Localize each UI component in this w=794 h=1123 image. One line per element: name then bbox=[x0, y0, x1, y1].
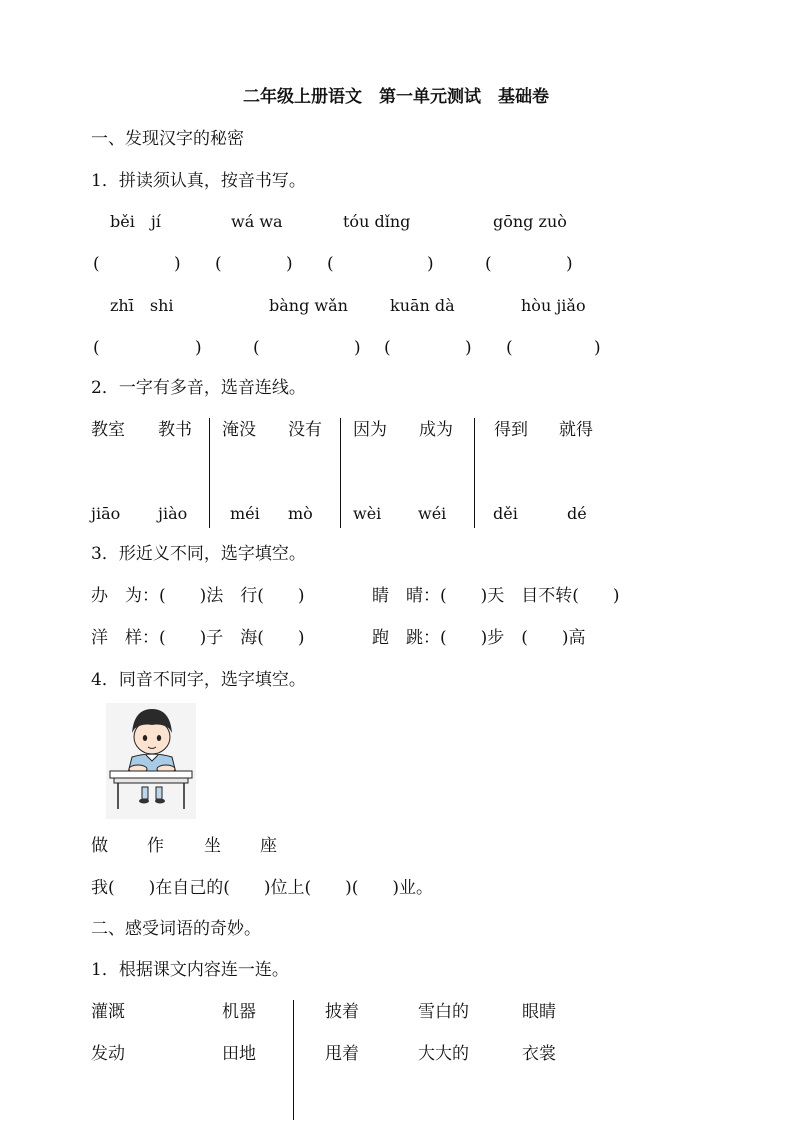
polyphone-pinyin: děi bbox=[493, 504, 518, 523]
fill-blank-item: 跑 跳：( )步 ( )高 bbox=[372, 628, 586, 648]
answer-close-paren: ) bbox=[354, 338, 361, 358]
question-label: 1．拼读须认真，按音书写。 bbox=[91, 171, 306, 191]
boy-at-desk-illustration bbox=[106, 703, 196, 819]
match-word: 灌溉 bbox=[91, 1002, 125, 1022]
fill-blank-item: 办 为：( )法 行( ) bbox=[91, 586, 305, 606]
question-label: 4．同音不同字，选字填空。 bbox=[91, 670, 306, 690]
polyphone-word: 教室 bbox=[91, 420, 125, 440]
divider-line bbox=[293, 1000, 294, 1120]
answer-open-paren: ( bbox=[384, 338, 391, 358]
section-heading: 一、发现汉字的秘密 bbox=[91, 129, 244, 149]
pinyin-label: gōng zuò bbox=[493, 212, 567, 231]
polyphone-pinyin: jiào bbox=[158, 504, 188, 523]
pinyin-label: wá wa bbox=[231, 212, 283, 231]
divider-line bbox=[340, 418, 341, 528]
polyphone-pinyin: dé bbox=[567, 504, 587, 523]
match-word: 机器 bbox=[222, 1002, 256, 1022]
homophone-char: 做 bbox=[91, 836, 108, 856]
answer-close-paren: ) bbox=[174, 254, 181, 274]
match-word: 眼睛 bbox=[522, 1002, 556, 1022]
divider-line bbox=[209, 418, 210, 528]
polyphone-word: 淹没 bbox=[222, 420, 256, 440]
question-label: 1．根据课文内容连一连。 bbox=[91, 960, 289, 980]
page-title: 二年级上册语文 第一单元测试 基础卷 bbox=[243, 87, 549, 107]
match-word: 衣裳 bbox=[522, 1044, 556, 1064]
polyphone-word: 成为 bbox=[419, 420, 453, 440]
polyphone-pinyin: mò bbox=[288, 504, 313, 523]
answer-open-paren: ( bbox=[327, 254, 334, 274]
homophone-char: 座 bbox=[260, 836, 277, 856]
divider-line bbox=[474, 418, 475, 528]
match-word: 甩着 bbox=[325, 1044, 359, 1064]
match-word: 田地 bbox=[222, 1044, 256, 1064]
answer-open-paren: ( bbox=[253, 338, 260, 358]
polyphone-word: 就得 bbox=[559, 420, 593, 440]
match-word: 发动 bbox=[91, 1044, 125, 1064]
answer-close-paren: ) bbox=[195, 338, 202, 358]
question-label: 2．一字有多音，选音连线。 bbox=[91, 378, 306, 398]
pinyin-label: hòu jiǎo bbox=[521, 296, 586, 315]
answer-open-paren: ( bbox=[506, 338, 513, 358]
pinyin-label: kuān dà bbox=[390, 296, 455, 315]
pinyin-label: tóu dǐng bbox=[343, 212, 411, 231]
fill-blank-sentence: 我( )在自己的( )位上( )( )业。 bbox=[91, 878, 434, 898]
match-word: 大大的 bbox=[418, 1044, 469, 1064]
fill-blank-item: 睛 晴：( )天 目不转( ) bbox=[372, 586, 620, 606]
answer-open-paren: ( bbox=[215, 254, 222, 274]
pinyin-label: bàng wǎn bbox=[269, 296, 348, 315]
answer-open-paren: ( bbox=[93, 338, 100, 358]
fill-blank-item: 洋 样：( )子 海( ) bbox=[91, 628, 305, 648]
polyphone-pinyin: méi bbox=[230, 504, 260, 523]
section-heading: 二、感受词语的奇妙。 bbox=[91, 919, 261, 939]
polyphone-word: 因为 bbox=[353, 420, 387, 440]
polyphone-word: 得到 bbox=[494, 420, 528, 440]
homophone-char: 坐 bbox=[204, 836, 221, 856]
answer-open-paren: ( bbox=[93, 254, 100, 274]
answer-close-paren: ) bbox=[286, 254, 293, 274]
answer-close-paren: ) bbox=[427, 254, 434, 274]
polyphone-pinyin: wèi bbox=[353, 504, 382, 523]
polyphone-word: 没有 bbox=[288, 420, 322, 440]
answer-close-paren: ) bbox=[594, 338, 601, 358]
polyphone-pinyin: jiāo bbox=[91, 504, 121, 523]
polyphone-word: 教书 bbox=[158, 420, 192, 440]
polyphone-pinyin: wéi bbox=[418, 504, 447, 523]
homophone-char: 作 bbox=[147, 836, 164, 856]
answer-open-paren: ( bbox=[485, 254, 492, 274]
match-word: 披着 bbox=[325, 1002, 359, 1022]
question-label: 3．形近义不同，选字填空。 bbox=[91, 544, 306, 564]
match-word: 雪白的 bbox=[418, 1002, 469, 1022]
answer-close-paren: ) bbox=[566, 254, 573, 274]
pinyin-label: zhī shi bbox=[110, 296, 174, 315]
answer-close-paren: ) bbox=[465, 338, 472, 358]
pinyin-label: běi jí bbox=[110, 212, 161, 231]
